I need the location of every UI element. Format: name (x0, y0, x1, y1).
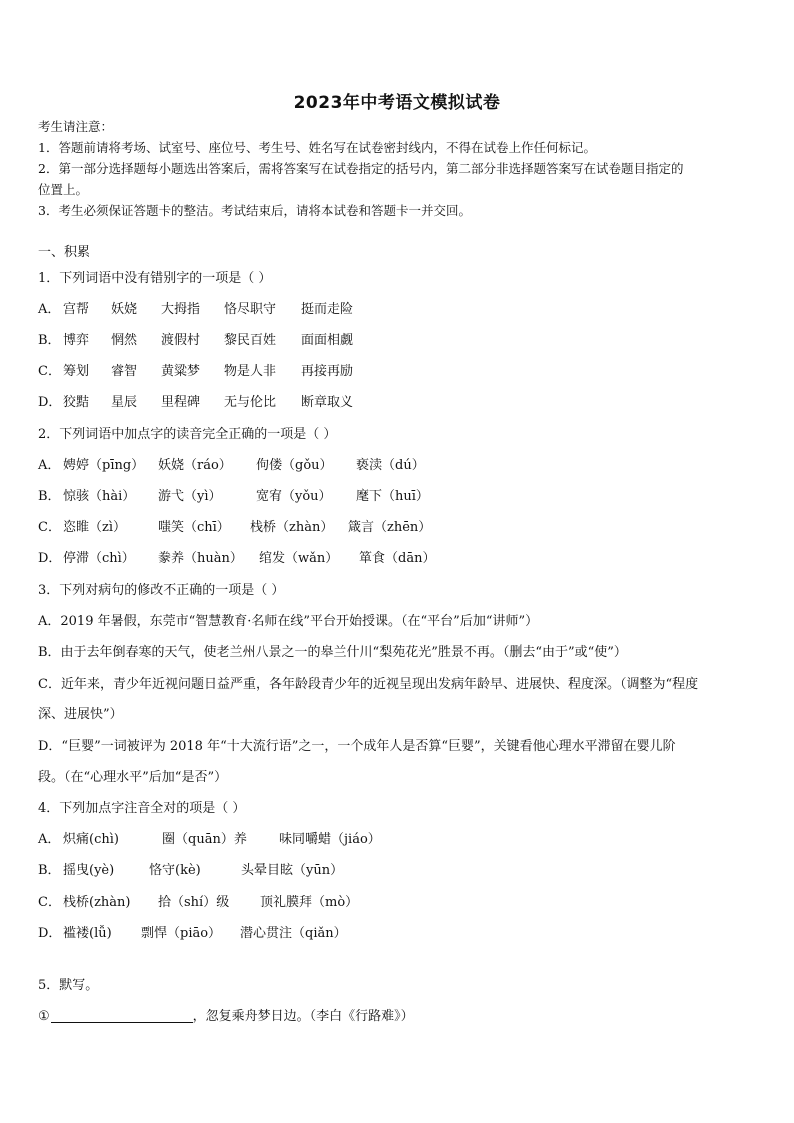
answer-blank[interactable] (51, 1008, 193, 1023)
notice-item-2-cont: 位置上。 (38, 182, 89, 197)
option-word: 惊骇（hài） (63, 489, 136, 504)
option-label: C． (38, 364, 61, 379)
notice-item-3: 3．考生必须保证答题卡的整洁。考试结束后，请将本试卷和答题卡一并交回。 (38, 203, 471, 218)
option-word: 无与伦比 (224, 395, 277, 410)
option-label: D． (38, 551, 62, 566)
option-word: 绾发（wǎn） (259, 551, 339, 566)
q3-option-c[interactable]: C．近年来，青少年近视问题日益严重，各年龄段青少年的近视呈现出发病年龄早、进展快、程度深。（调整为“程度 (38, 677, 699, 692)
item-marker: ① (38, 1009, 50, 1024)
page-title: 2023年中考语文模拟试卷 (293, 93, 501, 113)
q3-stem: 3．下列对病句的修改不正确的一项是（ ） (38, 583, 285, 598)
option-word: 头晕目眩（yūn） (241, 863, 344, 878)
option-label: B． (38, 333, 61, 348)
q3-option-d-cont: 段。（在“心理水平”后加“是否”） (38, 770, 228, 785)
q3-option-c-cont: 深、进展快”） (38, 707, 123, 722)
option-word: 物是人非 (224, 364, 277, 379)
option-word: 炽痛(chì) (63, 832, 119, 847)
option-word: 断章取义 (301, 395, 354, 410)
option-word: 味同嚼蜡（jiáo） (279, 832, 381, 847)
q3-option-a[interactable]: A．2019 年暑假，东莞市“智慧教育·名师在线”平台开始授课。（在“平台”后加“讲师”） (38, 614, 539, 629)
option-word: 圈（quān）养 (162, 832, 247, 847)
option-word: 豢养（huàn） (158, 551, 243, 566)
option-label: A． (38, 302, 61, 317)
option-word: 箪食（dān） (359, 551, 436, 566)
option-word: 恪守(kè) (149, 863, 201, 878)
q5-stem: 5．默写。 (38, 978, 99, 993)
option-word: 宽宥（yǒu） (256, 489, 332, 504)
option-word: 睿智 (111, 364, 138, 379)
option-word: 再接再励 (301, 364, 354, 379)
notice-heading: 考生请注意： (38, 119, 114, 134)
option-word: 挺而走险 (301, 302, 354, 317)
option-word: 嗤笑（chī） (158, 520, 230, 535)
option-word: 褴褛(lǚ) (63, 926, 112, 941)
option-word: 潜心贯注（qiǎn） (240, 926, 347, 941)
option-word: 面面相觑 (301, 333, 354, 348)
option-word: 游弋（yì） (158, 489, 222, 504)
q5-item-1 (38, 1007, 414, 1027)
option-word: 黎民百姓 (224, 333, 277, 348)
item-suffix: ，忽复乘舟梦日边。（李白《行路难》） (192, 1009, 414, 1024)
option-word: 栈桥（zhàn） (250, 520, 334, 535)
option-word: 停滞（chì） (63, 551, 135, 566)
option-word: 恣睢（zì） (63, 520, 127, 535)
option-word: 佝偻（gǒu） (256, 458, 333, 473)
option-word: 麾下（huī） (356, 489, 429, 504)
option-word: 顶礼膜拜（mò） (260, 895, 359, 910)
q3-option-b[interactable]: B．由于去年倒春寒的天气，使老兰州八景之一的皋兰什川“梨苑花光”胜景不再。（删去“由于”或“使”） (38, 645, 627, 660)
option-label: C． (38, 520, 61, 535)
option-label: B． (38, 489, 61, 504)
option-word: 大拇指 (161, 302, 201, 317)
option-word: 筹划 (63, 364, 90, 379)
notice-item-2: 2．第一部分选择题每小题选出答案后，需将答案写在试卷指定的括号内，第二部分非选择题答案写在试卷题目指定的 (38, 161, 684, 176)
option-word: 箴言（zhēn） (348, 520, 432, 535)
option-word: 剽悍（piāo） (141, 926, 222, 941)
option-label: B． (38, 863, 61, 878)
option-word: 宫帮 (63, 302, 90, 317)
option-word: 栈桥(zhàn) (63, 895, 131, 910)
option-word: 里程碑 (161, 395, 201, 410)
section-heading: 一、积累 (38, 245, 91, 260)
notice-item-1: 1．答题前请将考场、试室号、座位号、考生号、姓名写在试卷密封线内，不得在试卷上作任何标记。 (38, 140, 596, 155)
option-word: 妖娆（ráo） (158, 458, 232, 473)
q2-stem: 2．下列词语中加点字的读音完全正确的一项是（ ） (38, 427, 337, 442)
option-word: 星辰 (111, 395, 138, 410)
option-label: A． (38, 832, 61, 847)
option-word: 惘然 (111, 333, 138, 348)
option-word: 恪尽职守 (224, 302, 277, 317)
option-word: 狡黠 (63, 395, 90, 410)
option-label: A． (38, 458, 61, 473)
option-word: 博弈 (63, 333, 90, 348)
q3-option-d[interactable]: D．“巨婴”一词被评为 2018 年“十大流行语”之一，一个成年人是否算“巨婴”，关键看他心理水平滞留在婴儿阶 (38, 739, 676, 754)
q4-stem: 4．下列加点字注音全对的项是（ ） (38, 801, 246, 816)
option-label: C． (38, 895, 61, 910)
option-label: D． (38, 395, 62, 410)
option-word: 妖娆 (111, 302, 138, 317)
option-word: 黄粱梦 (161, 364, 201, 379)
option-word: 亵渎（dú） (356, 458, 425, 473)
option-word: 拾（shí）级 (158, 895, 230, 910)
option-word: 渡假村 (161, 333, 201, 348)
option-label: D． (38, 926, 62, 941)
option-word: 摇曳(yè) (63, 863, 115, 878)
option-word: 娉婷（pīng） (63, 458, 145, 473)
q1-stem: 1．下列词语中没有错别字的一项是（ ） (38, 271, 272, 286)
